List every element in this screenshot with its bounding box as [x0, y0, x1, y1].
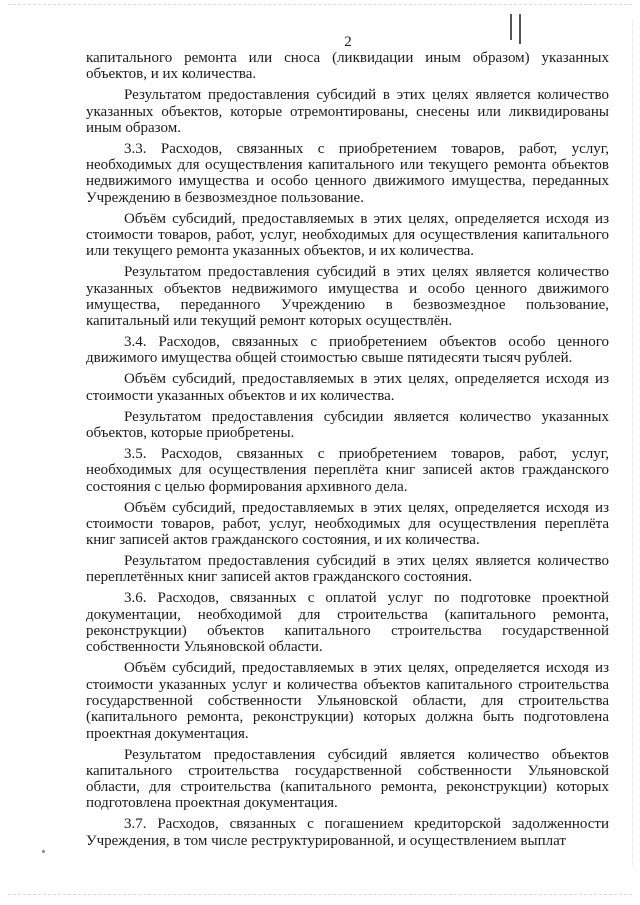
page-number: 2 [344, 34, 352, 50]
paragraph: Результатом предоставления субсидий в этих целях является количество указанных объектов, которые отремонтированы, снесены или ликвидированы иным образом. [86, 87, 609, 136]
paragraph: Результатом предоставления субсидий является количество объектов капитального строительства государственной собственности Ульяновской области, для строительства (капитального ремонта, реконструкции) которых подготовлена проектная документация. [86, 746, 609, 812]
paragraph: Результатом предоставления субсидии является количество указанных объектов, которые приобретены. [86, 408, 609, 442]
paragraph: Объём субсидий, предоставляемых в этих целях, определяется исходя из стоимости товаров, работ, услуг, необходимых для осуществления капитального или текущего ремонта указанных объектов, и их количества. [86, 210, 609, 260]
scan-edge-top [8, 4, 632, 7]
clause-3-5: 3.5. Расходов, связанных с приобретением товаров, работ, услуг, необходимых для осуществления переплёта книг записей актов гражданского состояния с целью формирования архивного дела. [86, 446, 609, 495]
paragraph: Результатом предоставления субсидий в этих целях является количество переплетённых книг записей актов гражданского состояния. [86, 553, 609, 586]
paragraph: Объём субсидий, предоставляемых в этих целях, определяется исходя из стоимости указанных объектов и их количества. [86, 371, 609, 404]
clause-3-4: 3.4. Расходов, связанных с приобретением объектов особо ценного движимого имущества общей стоимостью свыше пятидесяти тысяч рублей. [86, 334, 609, 367]
clause-3-7: 3.7. Расходов, связанных с погашением кредиторской задолженности Учреждения, в том числе реструктурированной, и осуществлением выплат [86, 816, 609, 849]
paragraph-continuation: капитального ремонта или сноса (ликвидации иным образом) указанных объектов, и их количества. [86, 50, 609, 83]
document-body [86, 50, 609, 854]
clause-3-3: 3.3. Расходов, связанных с приобретением товаров, работ, услуг, необходимых для осуществления капитального или текущего ремонта объектов недвижимого имущества и особо ценного движимого имущества, переданных Учреждению в безвозмездное пользование. [86, 140, 609, 206]
scan-edge-bottom [8, 894, 632, 897]
paragraph: Объём субсидий, предоставляемых в этих целях, определяется исходя из стоимости указанных услуг и количества объектов капитального строительства государственной собственности Ульяновской области, для строительства (капитального ремонта, реконструкции) которых должна быть подготовлена проектная документация. [86, 660, 609, 742]
paragraph: Объём субсидий, предоставляемых в этих целях, определяется исходя из стоимости товаров, работ, услуг, необходимых для осуществления переплёта книг записей актов гражданского состояния, и их количества. [86, 499, 609, 549]
paragraph: Результатом предоставления субсидий в этих целях является количество указанных объектов недвижимого имущества и особо ценного движимого имущества, переданного Учреждению в безвозмездное пользование, капитальный или текущий ремонт которых осуществлён. [86, 264, 609, 330]
clause-3-6: 3.6. Расходов, связанных с оплатой услуг по подготовке проектной документации, необходимой для строительства (капитального ремонта, реконструкции) объектов капитального строительства государственной собственности Ульяновской области. [86, 590, 609, 656]
scan-speck [42, 850, 45, 853]
scan-edge-right [632, 20, 634, 865]
